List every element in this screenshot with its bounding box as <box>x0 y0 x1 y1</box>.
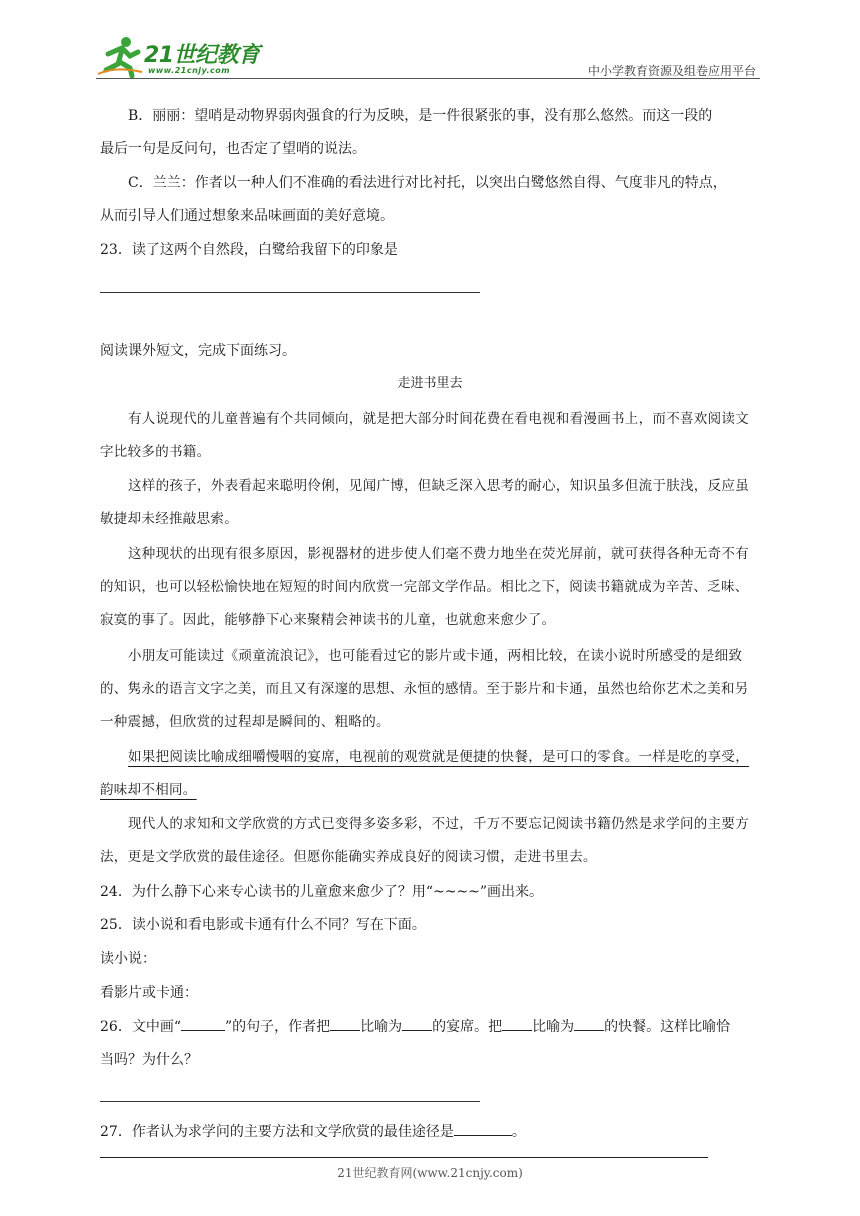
answer-line-26[interactable] <box>100 1101 480 1102</box>
logo <box>96 34 266 78</box>
passage-paragraph-3: 这种现状的出现有很多原因，影视器材的进步使人们毫不费力地坐在荧光屏前，就可获得各种无奇不有的知识，也可以轻松愉快地在短短的时间内欣赏一完部文学作品。相比之下，阅读书籍就成为辛苦、乏味、寂寞的事了。因此，能够静下心来聚精会神读书的儿童，也就愈来愈少了。 <box>100 546 749 628</box>
runner-icon <box>96 34 144 78</box>
q26-text-2: ”的句子，作者把 <box>224 1019 331 1035</box>
question-26-line2: 当吗？为什么？ <box>100 1052 198 1068</box>
q26-text-3: 比喻为 <box>360 1019 403 1035</box>
passage-paragraph-6: 现代人的求知和文学欣赏的方式已变得多姿多彩，不过，千万不要忘记阅读书籍仍然是求学问的主要方法，更是文学欣赏的最佳途径。但愿你能确实养成良好的阅读习惯，走进书里去。 <box>100 816 749 865</box>
q26-text-1: 26．文中画“ <box>100 1019 181 1035</box>
q26-blank-4[interactable] <box>502 1016 532 1031</box>
passage-paragraph-2: 这样的孩子，外表看起来聪明伶俐，见闻广博，但缺乏深入思考的耐心，知识虽多但流于肤浅，反应虽敏捷却未经推敲思索。 <box>100 478 749 527</box>
option-c-line1: C．兰兰：作者以一种人们不准确的看法进行对比衬托，以突出白鹭悠然自得、气度非凡的特点， <box>128 175 727 191</box>
option-b-line2: 最后一句是反问句，也否定了望哨的说法。 <box>100 141 366 157</box>
q26-text-6: 的快餐。这样比喻恰 <box>604 1019 731 1035</box>
question-25: 25．读小说和看电影或卡通有什么不同？写在下面。 <box>100 917 426 933</box>
passage-paragraph-4: 小朋友可能读过《顽童流浪记》，也可能看过它的影片或卡通，两相比较，在读小说时所感受的是细致的、隽永的语言文字之美，而且又有深邃的思想、永恒的感情。至于影片和卡通，虽然也给你艺术之美和另一种震撼，但欣赏的过程却是瞬间的、粗略的。 <box>100 648 749 730</box>
passage-title: 走进书里去 <box>397 376 463 391</box>
logo-text: 21世纪教育 <box>144 43 260 68</box>
option-c-line2: 从而引导人们通过想象来品味画面的美好意境。 <box>100 208 394 224</box>
q26-blank-2[interactable] <box>330 1016 360 1031</box>
question-26-line1 <box>100 1011 760 1044</box>
question-23: 23．读了这两个自然段，白鹭给我留下的印象是 <box>100 242 398 258</box>
q27-blank[interactable] <box>454 1121 512 1136</box>
header-divider <box>96 78 760 79</box>
q26-text-4: 的宴席。把 <box>432 1019 503 1035</box>
question-24: 24．为什么静下心来专心读书的儿童愈来愈少了？用“~~~~”画出来。 <box>100 884 544 900</box>
q27-text-1: 27．作者认为求学问的主要方法和文学欣赏的最佳途径是 <box>100 1124 454 1140</box>
q26-blank-1[interactable] <box>181 1016 225 1031</box>
q26-text-5: 比喻为 <box>532 1019 575 1035</box>
question-27 <box>100 1116 760 1149</box>
answer-line-23[interactable] <box>100 292 480 293</box>
passage-paragraph-5 <box>100 741 762 807</box>
passage-paragraph-1: 有人说现代的儿童普遍有个共同倾向，就是把大部分时间花费在看电视和看漫画书上，而不喜欢阅读文字比较多的书籍。 <box>100 411 749 460</box>
footer-text: 21世纪教育网(www.21cnjy.com) <box>337 1166 523 1180</box>
question-25-film-label: 看影片或卡通： <box>100 985 198 1001</box>
question-25-novel-label: 读小说： <box>100 951 156 967</box>
q27-text-2: 。 <box>511 1124 526 1140</box>
underlined-sentence: 如果把阅读比喻成细嚼慢咽的宴席，电视前的观赏就是便捷的快餐，是可口的零食。一样是吃的享受，韵味却不相同。 <box>100 749 749 798</box>
footer-divider <box>100 1157 708 1158</box>
option-b-line1: B．丽丽：望哨是动物界弱肉强食的行为反映，是一件很紧张的事，没有那么悠然。而这一段的 <box>128 108 713 124</box>
q26-blank-5[interactable] <box>574 1016 604 1031</box>
platform-name: 中小学教育资源及组卷应用平台 <box>587 64 756 78</box>
logo-url: www.21cnjy.com <box>148 66 231 75</box>
page-header <box>96 30 760 82</box>
reading-intro: 阅读课外短文，完成下面练习。 <box>100 343 296 359</box>
q26-blank-3[interactable] <box>402 1016 432 1031</box>
